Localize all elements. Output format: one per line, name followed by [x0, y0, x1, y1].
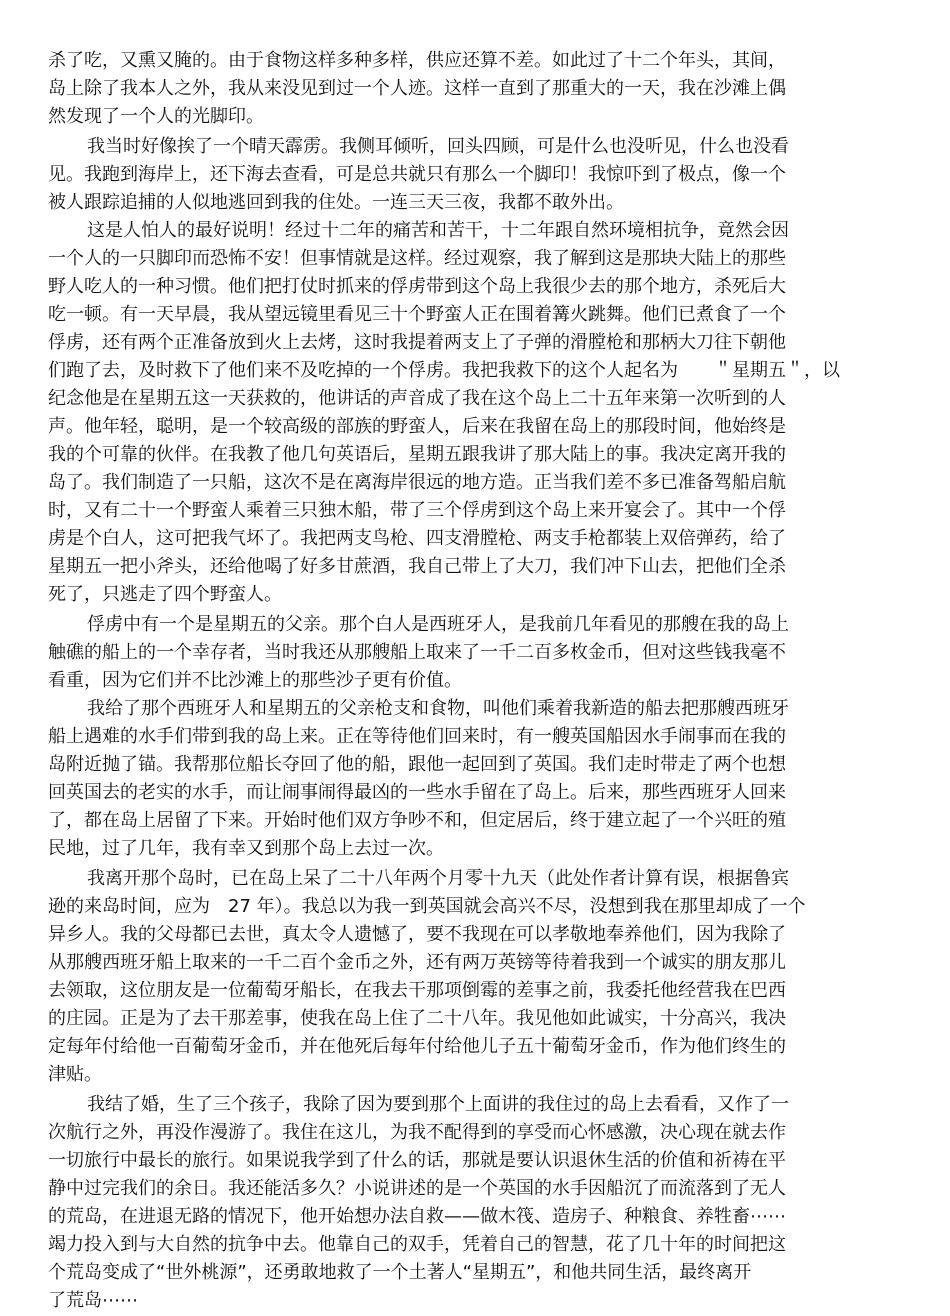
text-line: 的庄园。正是为了去干那差事，使我在岛上住了二十八年。我见他如此诚实，十分高兴，我决	[48, 1008, 786, 1029]
text-line: 的荒岛，在进退无路的情况下，他开始想办法自救——做木筏、造房子、种粮食、养牲畜⋯⋯	[48, 1206, 786, 1227]
text-line: 个荒岛变成了“世外桃源”，还勇敢地救了一个土著人“星期五”，和他共同生活，最终离开	[48, 1262, 752, 1283]
text-line: 杀了吃，又熏又腌的。由于食物这样多种多样，供应还算不差。如此过了十二个年头，其间，	[48, 50, 786, 71]
text-line: 船上遇难的水手们带到我的岛上来。正在等待他们回来时，有一艘英国船因水手闹事而在我的	[48, 726, 786, 747]
text-line: 触礁的船上的一个幸存者，当时我还从那艘船上取来了一千二百多枚金币，但对这些钱我毫不	[48, 642, 786, 663]
text-line: 津贴。	[48, 1064, 102, 1085]
text-line: 定每年付给他一百葡萄牙金币，并在他死后每年付给他儿子五十葡萄牙金币，作为他们终生的	[48, 1036, 786, 1057]
text-line: 俘虏中有一个是星期五的父亲。那个白人是西班牙人，是我前几年看见的那艘在我的岛上	[87, 614, 789, 635]
text-line: 星期五一把小斧头，还给他喝了好多甘蔗酒，我自己带上了大刀，我们冲下山去，把他们全杀	[48, 556, 786, 577]
text-line: 吃一顿。有一天早晨，我从望远镜里看见三十个野蛮人正在围着篝火跳舞。他们已煮食了一个	[48, 304, 786, 325]
text-line: 我当时好像挨了一个晴天霹雳。我侧耳倾听，回头四顾，可是什么也没听见，什么也没看	[87, 136, 789, 157]
text-line: 野人吃人的一种习惯。他们把打仗时抓来的俘虏带到这个岛上我很少去的那个地方，杀死后大	[48, 276, 786, 297]
text-line: 我离开那个岛时，已在岛上呆了二十八年两个月零十九天（此处作者计算有误，根据鲁宾	[87, 868, 789, 889]
text-line: 去领取，这位朋友是一位葡萄牙船长，在我去干那项倒霉的差事之前，我委托他经营我在巴西	[48, 980, 786, 1001]
text-line: 俘虏，还有两个正准备放到火上去烤，这时我提着两支上了子弹的滑膛枪和那柄大刀往下朝他	[48, 332, 786, 353]
text-line: 民地，过了几年，我有幸又到那个岛上去过一次。	[48, 838, 444, 859]
text-line: 这是人怕人的最好说明！经过十二年的痛苦和苦干，十二年跟自然环境相抗争，竟然会因	[87, 220, 789, 241]
text-line: 然发现了一个人的光脚印。	[48, 106, 264, 127]
text-line: 时，又有二十一个野蛮人乘着三只独木船，带了三个俘虏到这个岛上来开宴会了。其中一个俘	[48, 500, 786, 521]
text-line: 岛附近抛了锚。我帮那位船长夺回了他的船，跟他一起回到了英国。我们走时带走了两个也想	[48, 754, 786, 775]
text-line: 死了，只逃走了四个野蛮人。	[48, 584, 282, 605]
text-line: 逊的来岛时间，应为 27 年）。我总以为我一到英国就会高兴不尽，没想到我在那里却成了一个	[48, 896, 806, 917]
text-line: 从那艘西班牙船上取来的一千二百个金币之外，还有两万英镑等待着我到一个诚实的朋友那儿	[48, 952, 786, 973]
text-line: 声。他年轻，聪明，是一个较高级的部族的野蛮人，后来在我留在岛上的那段时间，他始终是	[48, 416, 786, 437]
text-line: 了，都在岛上居留了下来。开始时他们双方争吵不和，但定居后，终于建立起了一个兴旺的殖	[48, 810, 786, 831]
text-line: 异乡人。我的父母都已去世，真太令人遗憾了，要不我现在可以孝敬地奉养他们，因为我除了	[48, 924, 786, 945]
text-line: 看重，因为它们并不比沙滩上的那些沙子更有价值。	[48, 670, 462, 691]
text-line: 竭力投入到与大自然的抗争中去。他靠自己的双手，凭着自己的智慧，花了几十年的时间把这	[48, 1234, 786, 1255]
text-line: 见。我跑到海岸上，还下海去查看，可是总共就只有那么一个脚印！我惊吓到了极点，像一个	[48, 164, 786, 185]
text-line: 我给了那个西班牙人和星期五的父亲枪支和食物，叫他们乘着我新造的船去把那艘西班牙	[87, 698, 789, 719]
text-line: 一切旅行中最长的旅行。如果说我学到了什么的话，那就是要认识退休生活的价值和祈祷在平	[48, 1150, 786, 1171]
text-line: 岛了。我们制造了一只船，这次不是在离海岸很远的地方造。正当我们差不多已准备驾船启航	[48, 472, 786, 493]
text-line: 次航行之外，再没作漫游了。我住在这儿，为我不配得到的享受而心怀感激，决心现在就去作	[48, 1122, 786, 1143]
text-line: 回英国去的老实的水手，而让闹事闹得最凶的一些水手留在了岛上。后来，那些西班牙人回来	[48, 782, 786, 803]
text-line: 虏是个白人，这可把我气坏了。我把两支鸟枪、四支滑膛枪、两支手枪都装上双倍弹药，给了	[48, 528, 786, 549]
text-line: 我结了婚，生了三个孩子，我除了因为要到那个上面讲的我住过的岛上去看看，又作了一	[87, 1094, 789, 1115]
text-line: 了荒岛⋯⋯	[48, 1290, 138, 1311]
text-line: 被人跟踪追捕的人似地逃回到我的住处。一连三天三夜，我都不敢外出。	[48, 192, 624, 213]
text-line: 们跑了去，及时救下了他们来不及吃掉的一个俘虏。我把我救下的这个人起名为 ＂星期五＂，以	[48, 360, 840, 381]
text-line: 岛上除了我本人之外，我从来没见到过一个人迹。这样一直到了那重大的一天，我在沙滩上偶	[48, 78, 786, 99]
text-line: 纪念他是在星期五这一天获救的，他讲话的声音成了我在这个岛上二十五年来第一次听到的人	[48, 388, 786, 409]
text-line: 静中过完我们的余日。我还能活多久？小说讲述的是一个英国的水手因船沉了而流落到了无人	[48, 1178, 786, 1199]
text-line: 一个人的一只脚印而恐怖不安！但事情就是这样。经过观察，我了解到这是那块大陆上的那些	[48, 248, 786, 269]
text-line: 我的个可靠的伙伴。在我教了他几句英语后，星期五跟我讲了那大陆上的事。我决定离开我的	[48, 444, 786, 465]
